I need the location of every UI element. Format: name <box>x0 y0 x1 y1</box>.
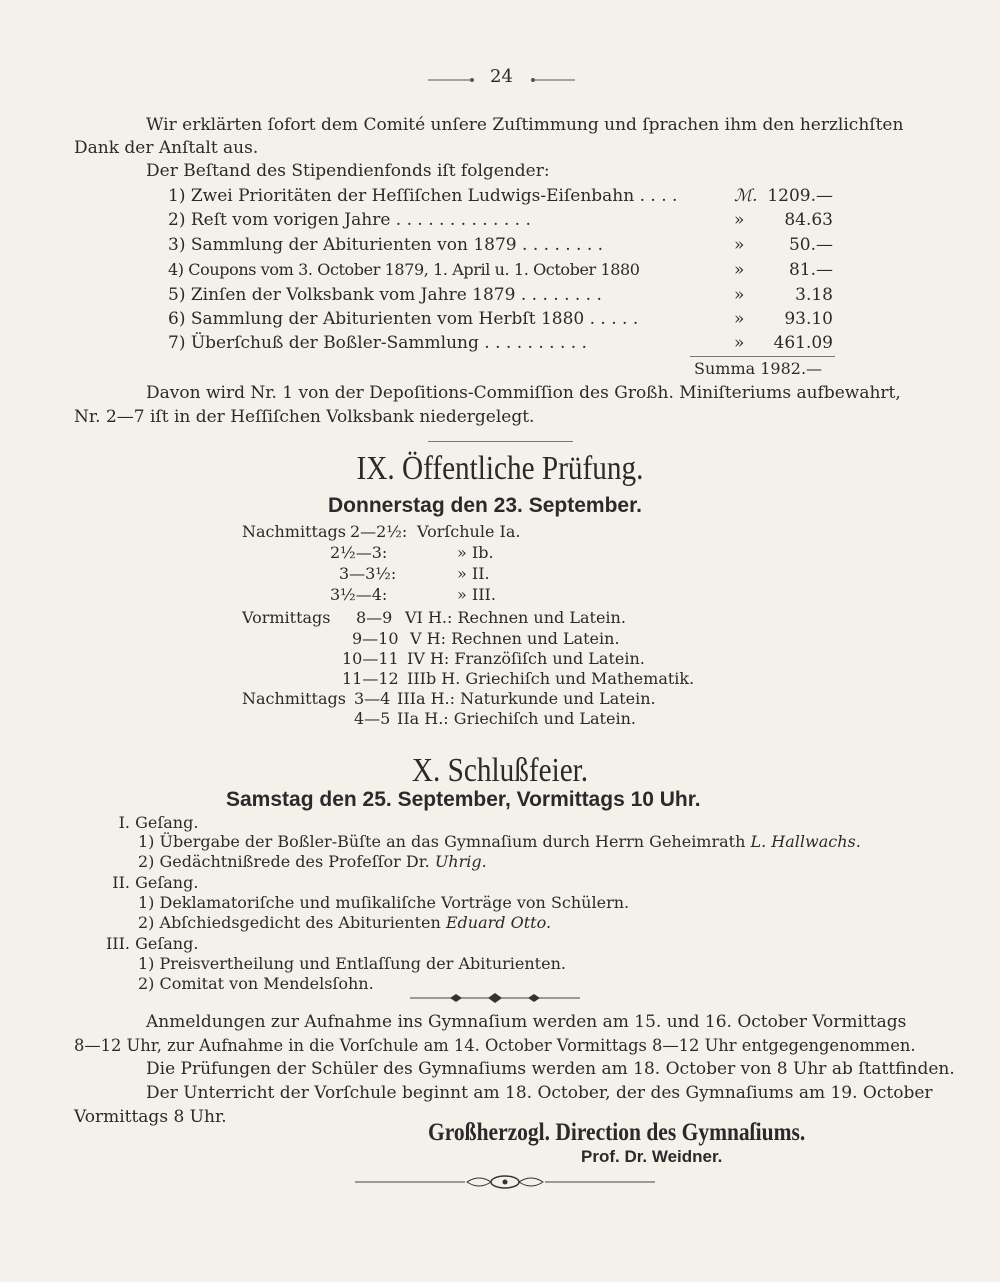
program-line <box>138 832 861 851</box>
program-text: 1) Übergabe der Boßler-Büſte an das Gymnaſium durch Herrn Geheimrath <box>138 832 746 851</box>
fund-item-amount: 1209.— <box>767 186 833 206</box>
fund-item-amount: 93.10 <box>784 309 833 329</box>
program-line <box>104 873 198 892</box>
ornament-divider-icon <box>410 992 580 1004</box>
intro-line-1: Wir erklärten ſofort dem Comité unſere Zuſtimmung und ſprachen ihm den herzlichſten <box>146 115 904 135</box>
fund-sum: Summa 1982.— <box>694 359 823 378</box>
program-line <box>138 893 629 912</box>
notice-line-1: Anmeldungen zur Aufnahme ins Gymnaſium werden am 15. und 16. October Vormittags <box>146 1012 907 1032</box>
fund-item <box>168 333 833 357</box>
program-line <box>138 852 487 871</box>
fund-item-label: 6) Sammlung der Abiturienten vom Herbſt 1880 . . . . . <box>168 309 639 329</box>
program-text: 1) Preisvertheilung und Entlaſſung der Abiturienten. <box>138 954 566 973</box>
schedule-time: 2—2½: <box>350 522 408 541</box>
fund-item-currency: » <box>734 210 745 230</box>
notice-line-4: Der Unterricht der Vorſchule beginnt am 18. October, der des Gymnaſiums am 19. October <box>146 1083 933 1103</box>
bottom-ornament-icon <box>355 1172 655 1192</box>
program-person: Uhrig. <box>434 852 487 871</box>
schedule-subject: IIIb H. Griechiſch und Mathematik. <box>407 669 695 688</box>
fund-item-label: 4) Coupons vom 3. October 1879, 1. April u. 1. October 1880 <box>168 260 640 279</box>
fund-item-currency: » <box>734 235 745 255</box>
schedule-time: 10—11 <box>342 649 399 668</box>
signature-person: Prof. Dr. Weidner. <box>581 1147 723 1166</box>
fund-item <box>168 309 833 333</box>
program-line <box>138 954 566 973</box>
fund-item-label: 7) Überſchuß der Boßler-Sammlung . . . . . . . . . . <box>168 333 587 353</box>
program-text: Geſang. <box>135 813 199 832</box>
schedule-time: 9—10 <box>352 629 399 648</box>
notice-line-2: 8—12 Uhr, zur Aufnahme in die Vorſchule am 14. October Vormittags 8—12 Uhr entgegengenommen. <box>74 1036 916 1055</box>
fund-item-label: 3) Sammlung der Abiturienten von 1879 . . . . . . . . <box>168 235 604 255</box>
schedule-period: Nachmittags <box>242 522 346 541</box>
schedule-subject: VI H.: Rechnen und Latein. <box>405 608 626 627</box>
page-header <box>420 66 590 92</box>
program-text: Geſang. <box>135 873 199 892</box>
program-number: III. <box>105 934 130 953</box>
program-text: 2) Gedächtnißrede des Profeſſor Dr. <box>138 852 430 871</box>
section-10-title-wrap <box>300 752 700 790</box>
program-text: 2) Abſchiedsgedicht des Abiturienten <box>138 913 441 932</box>
header-ornament-right-icon <box>525 70 585 90</box>
fund-item <box>168 260 833 284</box>
fund-item-currency: ℳ. <box>734 186 758 206</box>
program-line <box>138 974 374 993</box>
schedule-time: 11—12 <box>342 669 399 688</box>
notice-line-5: Vormittags 8 Uhr. <box>74 1107 227 1127</box>
schedule-subject: IIIa H.: Naturkunde und Latein. <box>397 689 656 708</box>
program-number: I. <box>118 813 130 832</box>
schedule-subject: » III. <box>457 585 496 604</box>
schedule-subject: IIa H.: Griechiſch und Latein. <box>397 709 636 728</box>
program-person: Eduard Otto. <box>445 913 552 932</box>
schedule-subject: Vorſchule Ia. <box>417 522 521 541</box>
schedule-subject: IV H: Franzöſiſch und Latein. <box>407 649 645 668</box>
section-9-subtitle: Donnerstag den 23. September. <box>328 494 642 517</box>
program-number: II. <box>112 873 130 892</box>
fund-item-label: 5) Zinſen der Volksbank vom Jahre 1879 . . . . . . . . <box>168 285 602 305</box>
schedule-subject: » II. <box>457 564 490 583</box>
schedule-time: 3—3½: <box>339 564 397 583</box>
section-10-subtitle: Samstag den 25. September, Vormittags 10 Uhr. <box>226 788 701 811</box>
fund-item-amount: 461.09 <box>773 333 833 353</box>
program-text: 2) Comitat von Mendelsſohn. <box>138 974 374 993</box>
program-line <box>138 913 551 932</box>
fund-item-label: 2) Reſt vom vorigen Jahre . . . . . . . . . . . . . <box>168 210 531 230</box>
schedule-time: 4—5 <box>354 709 391 728</box>
sum-rule <box>690 356 835 357</box>
fund-item-currency: » <box>734 309 745 329</box>
program-text: Geſang. <box>135 934 199 953</box>
fund-item-label: 1) Zwei Prioritäten der Heſſiſchen Ludwigs-Eiſenbahn . . . . <box>168 186 678 206</box>
fund-item-currency: » <box>734 260 745 280</box>
intro-line-3: Der Beſtand des Stipendienfonds iſt folgender: <box>146 161 550 181</box>
schedule-time: 3—4 <box>354 689 391 708</box>
fund-item-amount: 50.— <box>788 235 833 255</box>
program-text: 1) Deklamatoriſche und muſikaliſche Vorträge von Schülern. <box>138 893 630 912</box>
fund-item-currency: » <box>734 285 745 305</box>
schedule-period: Nachmittags <box>242 689 346 708</box>
custody-line-1: Davon wird Nr. 1 von der Depoſitions-Commiſſion des Großh. Miniſteriums aufbewahrt, <box>146 383 901 403</box>
program-line <box>110 813 198 832</box>
signature-organization: Großherzogl. Direction des Gymnaſiums. <box>428 1119 806 1146</box>
schedule-subject: » Ib. <box>457 543 494 562</box>
custody-line-2: Nr. 2—7 iſt in der Heſſiſchen Volksbank niedergelegt. <box>74 407 535 427</box>
fund-item-amount: 81.— <box>788 260 833 280</box>
program-line <box>98 934 198 953</box>
section-10-title: X. Schlußfeier. <box>411 752 589 789</box>
schedule-time: 2½—3: <box>330 543 388 562</box>
fund-item <box>168 235 833 259</box>
schedule-time: 3½—4: <box>330 585 388 604</box>
page-number: 24 <box>490 66 513 87</box>
schedule-period: Vormittags <box>242 608 331 627</box>
section-9-title: IX. Öffentliche Prüfung. <box>356 450 644 487</box>
fund-item <box>168 210 833 234</box>
notice-line-3: Die Prüfungen der Schüler des Gymnaſiums werden am 18. October von 8 Uhr ab ſtattfinden. <box>146 1059 955 1079</box>
fund-item-amount: 84.63 <box>784 210 833 230</box>
fund-item-amount: 3.18 <box>795 285 833 305</box>
fund-item <box>168 186 833 210</box>
intro-line-2: Dank der Anſtalt aus. <box>74 138 259 158</box>
header-ornament-left-icon <box>420 70 480 90</box>
schedule-time: 8—9 <box>356 608 393 627</box>
fund-item-currency: » <box>734 333 745 353</box>
schedule-subject: V H: Rechnen und Latein. <box>410 629 620 648</box>
section-divider <box>428 441 573 442</box>
fund-item <box>168 285 833 309</box>
program-person: L. Hallwachs. <box>750 832 861 851</box>
section-9-title-wrap <box>280 450 720 488</box>
